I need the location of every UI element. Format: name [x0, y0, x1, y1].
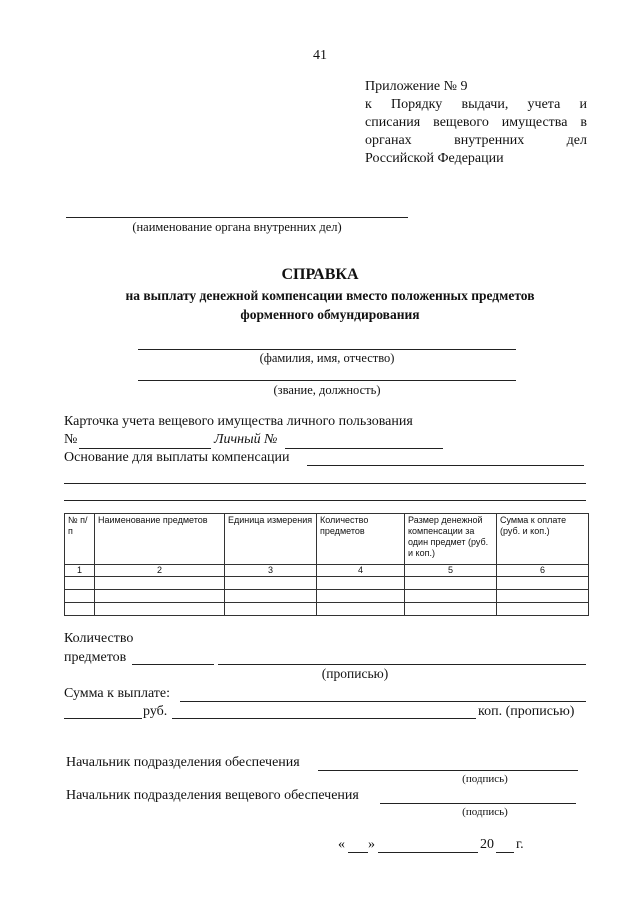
- quantity-label-2: предметов: [64, 650, 127, 665]
- table-cell[interactable]: [405, 577, 497, 590]
- table-row: [65, 577, 589, 590]
- table-row: [65, 590, 589, 603]
- column-number-cell: 1: [65, 565, 95, 577]
- signature-caption-1: (подпись): [462, 773, 508, 785]
- rub-label: руб.: [143, 704, 168, 719]
- date-day-line[interactable]: [348, 852, 368, 853]
- card-label: Карточка учета вещевого имущества личного пользования: [64, 414, 413, 429]
- document-title: СПРАВКА: [281, 266, 359, 283]
- table-header-cell: Размер денежной компенсации за один предмет (руб. и коп.): [405, 514, 497, 565]
- table-cell[interactable]: [497, 577, 589, 590]
- fio-line[interactable]: [138, 349, 516, 350]
- table-cell[interactable]: [405, 590, 497, 603]
- table-header-cell: Сумма к оплате (руб. и коп.): [497, 514, 589, 565]
- date-year-suffix: г.: [516, 837, 524, 852]
- chief-clothing-label: Начальник подразделения вещевого обеспечения: [66, 788, 359, 803]
- table-cell[interactable]: [317, 590, 405, 603]
- table-cell[interactable]: [497, 590, 589, 603]
- table-cell[interactable]: [95, 603, 225, 616]
- table-cell[interactable]: [95, 590, 225, 603]
- basis-line-2[interactable]: [64, 483, 586, 484]
- personal-number-label: Личный №: [214, 432, 278, 447]
- appendix-line-2: к Порядку выдачи, учета и: [365, 97, 587, 112]
- items-table: [64, 513, 589, 616]
- date-open-quote: «: [338, 837, 345, 852]
- rub-line[interactable]: [64, 718, 142, 719]
- table-cell[interactable]: [225, 603, 317, 616]
- table-cell[interactable]: [65, 590, 95, 603]
- subtitle-line-2: форменного обмундирования: [240, 307, 420, 322]
- number-label: №: [64, 432, 78, 447]
- appendix-line-5: Российской Федерации: [365, 151, 504, 166]
- chief-clothing-signature-line[interactable]: [380, 803, 576, 804]
- chief-supply-label: Начальник подразделения обеспечения: [66, 755, 300, 770]
- table-cell[interactable]: [65, 577, 95, 590]
- kop-line[interactable]: [172, 718, 476, 719]
- quantity-words-line[interactable]: [218, 664, 586, 665]
- basis-line-1[interactable]: [307, 465, 584, 466]
- sum-label: Сумма к выплате:: [64, 686, 171, 701]
- table-header-cell: Единица измерения: [225, 514, 317, 565]
- table-header-cell: № п/п: [65, 514, 95, 565]
- appendix-line-4: органах внутренних дел: [365, 133, 587, 148]
- rank-caption: (звание, должность): [273, 383, 381, 397]
- table-cell[interactable]: [225, 577, 317, 590]
- appendix-title: Приложение № 9: [365, 79, 468, 94]
- fio-caption: (фамилия, имя, отчество): [259, 351, 395, 365]
- table-cell[interactable]: [65, 603, 95, 616]
- date-year-line[interactable]: [496, 852, 514, 853]
- basis-label: Основание для выплаты компенсации: [64, 450, 290, 465]
- column-number-cell: 2: [95, 565, 225, 577]
- date-year-prefix: 20: [480, 837, 494, 852]
- personal-number-line[interactable]: [285, 448, 443, 449]
- date-month-line[interactable]: [378, 852, 478, 853]
- card-number-line[interactable]: [79, 448, 211, 449]
- rank-line[interactable]: [138, 380, 516, 381]
- table-column-numbers-row: [65, 565, 589, 577]
- document-subtitle: [70, 286, 590, 324]
- appendix-line-3: списания вещевого имущества в: [365, 115, 587, 130]
- quantity-digits-line[interactable]: [132, 664, 214, 665]
- basis-line-3[interactable]: [64, 500, 586, 501]
- column-number-cell: 5: [405, 565, 497, 577]
- appendix-block: [365, 78, 587, 168]
- column-number-cell: 3: [225, 565, 317, 577]
- table-cell[interactable]: [317, 577, 405, 590]
- table-row: [65, 603, 589, 616]
- kop-label: коп. (прописью): [478, 704, 575, 719]
- org-name-line[interactable]: [66, 217, 408, 218]
- date-close-quote: »: [368, 837, 375, 852]
- chief-supply-signature-line[interactable]: [318, 770, 578, 771]
- table-cell[interactable]: [95, 577, 225, 590]
- table-header-row: [65, 514, 589, 565]
- table-header-cell: Наименование предметов: [95, 514, 225, 565]
- column-number-cell: 4: [317, 565, 405, 577]
- quantity-label-1: Количество: [64, 631, 134, 646]
- org-name-caption: (наименование органа внутренних дел): [132, 220, 342, 234]
- signature-caption-2: (подпись): [462, 806, 508, 818]
- page-number: 41: [313, 48, 327, 63]
- table-header-cell: Количество предметов: [317, 514, 405, 565]
- sum-line[interactable]: [180, 701, 586, 702]
- quantity-in-words-caption: (прописью): [321, 666, 389, 681]
- table-cell[interactable]: [225, 590, 317, 603]
- table-cell[interactable]: [405, 603, 497, 616]
- table-cell[interactable]: [497, 603, 589, 616]
- table-cell[interactable]: [317, 603, 405, 616]
- subtitle-line-1: на выплату денежной компенсации вместо положенных предметов: [125, 288, 535, 303]
- column-number-cell: 6: [497, 565, 589, 577]
